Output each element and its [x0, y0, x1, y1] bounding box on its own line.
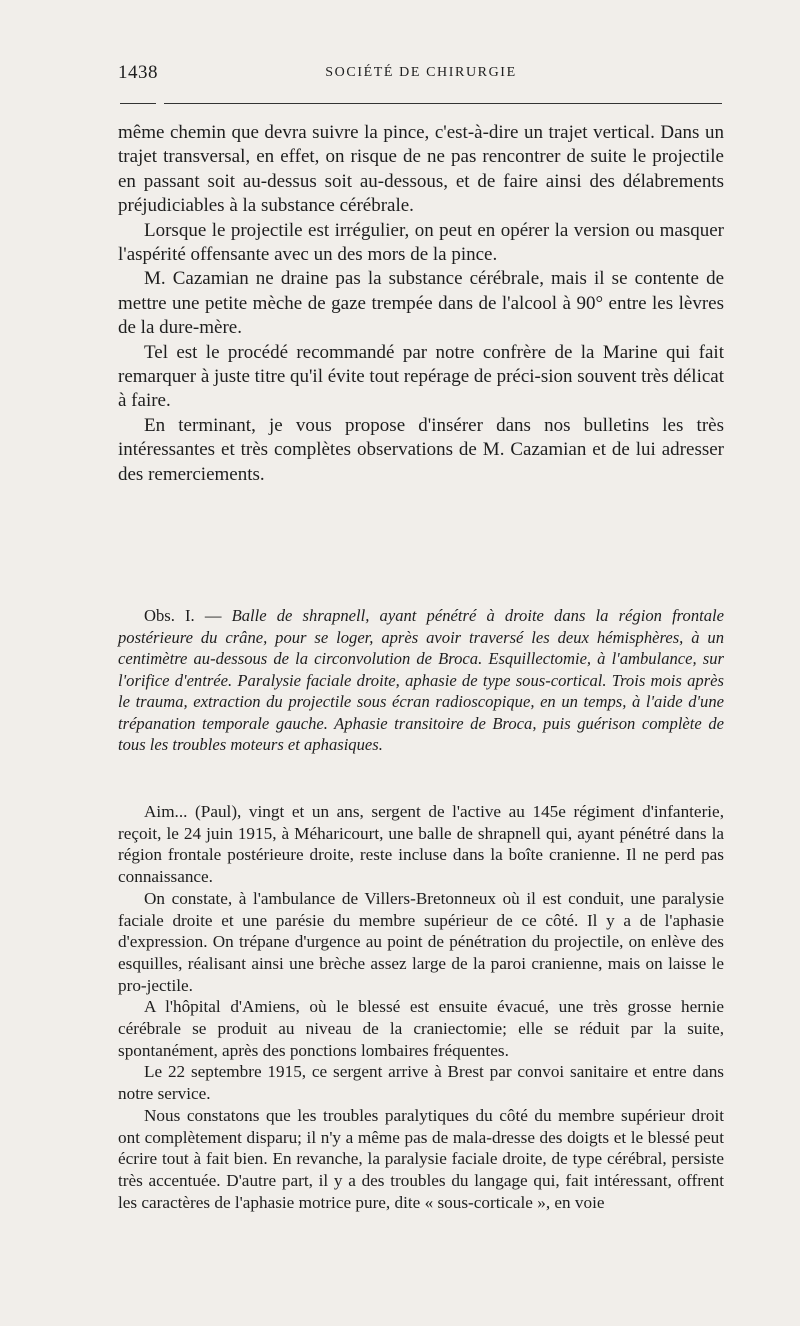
page-number: 1438	[118, 62, 158, 83]
header-rule-long	[164, 103, 722, 104]
paragraph: Lorsque le projectile est irrégulier, on peut en opérer la version ou masquer l'aspérité offensante avec un des mors de la pince.	[118, 219, 724, 266]
page-header	[118, 62, 724, 92]
paragraph: même chemin que devra suivre la pince, c'est-à-dire un trajet vertical. Dans un trajet transversal, en effet, on risque de ne pas rencontrer de suite le projectile en passant soit au-dessus soit au-dessous, et de faire ainsi des délabrements préjudiciables à la substance cérébrale.	[118, 122, 724, 217]
paragraph: En terminant, je vous propose d'insérer dans nos bulletins les très intéressantes et très complètes observations de M. Cazamian et de lui adresser des remerciements.	[118, 414, 724, 485]
book-page	[118, 62, 724, 1212]
header-rule-short	[120, 103, 156, 104]
case-paragraph: A l'hôpital d'Amiens, où le blessé est ensuite évacué, une très grosse hernie cérébrale se produit au niveau de la craniectomie; elle se réduit par la suite, spontanément, après des ponctions lombaires fréquentes.	[118, 997, 724, 1060]
observation-title: Balle de shrapnell, ayant pénétré à droite dans la région frontale postérieure du crâne, pour se loger, après avoir traversé les deux hémisphères, à un centimètre au-dessous de la circonvolution de Broca. Esquillectomie, à l'ambulance, sur l'orifice d'entrée. Paralysie faciale droite, aphasie de type sous-cortical. Trois mois après le trauma, extraction du projectile sous écran radioscopique, en un temps, à l'aide d'une trépanation temporale gauche. Aphasie transitoire de Broca, puis guérison complète de tous les troubles moteurs et aphasiques.	[118, 606, 724, 754]
running-title: SOCIÉTÉ DE CHIRURGIE	[325, 65, 517, 80]
case-paragraph: On constate, à l'ambulance de Villers-Bretonneux où il est conduit, une paralysie faciale droite et une parésie du membre supérieur de ce côté. Il y a de l'aphasie d'expression. On trépane d'urgence au point de pénétration du projectile, on enlève des esquilles, réalisant ainsi une brèche assez large de la paroi cranienne, mais on laisse le pro-jectile.	[118, 888, 724, 995]
observation-label: Obs. I. —	[144, 606, 232, 625]
case-paragraph: Nous constatons que les troubles paralytiques du côté du membre supérieur droit ont complètement disparu; il n'y a même pas de mala-dresse des doigts et le blessé peut écrire tout à fait bien. En revanche, la paralysie faciale droite, de type cérébral, persiste très accentuée. D'autre part, il y a des troubles du langage qui, fait intéressant, offrent les caractères de l'aphasie motrice pure, dite « sous-corticale », en voie	[118, 1105, 724, 1212]
paragraph: M. Cazamian ne draine pas la substance cérébrale, mais il se contente de mettre une petite mèche de gaze trempée dans de l'alcool à 90° entre les lèvres de la dure-mère.	[118, 268, 724, 339]
main-text	[118, 121, 724, 487]
case-paragraph: Aim... (Paul), vingt et un ans, sergent de l'active au 145e régiment d'infanterie, reçoit, le 24 juin 1915, à Méharicourt, une balle de shrapnell qui, ayant pénétré dans la région frontale postérieure droite, reste incluse dans la boîte cranienne. Il ne perd pas connaissance.	[118, 802, 724, 887]
case-report	[118, 801, 724, 1213]
paragraph: Tel est le procédé recommandé par notre confrère de la Marine qui fait remarquer à juste titre qu'il évite tout repérage de préci-sion souvent très délicat à faire.	[118, 341, 724, 412]
observation-heading	[118, 605, 724, 756]
case-paragraph: Le 22 septembre 1915, ce sergent arrive à Brest par convoi sanitaire et entre dans notre service.	[118, 1062, 724, 1104]
